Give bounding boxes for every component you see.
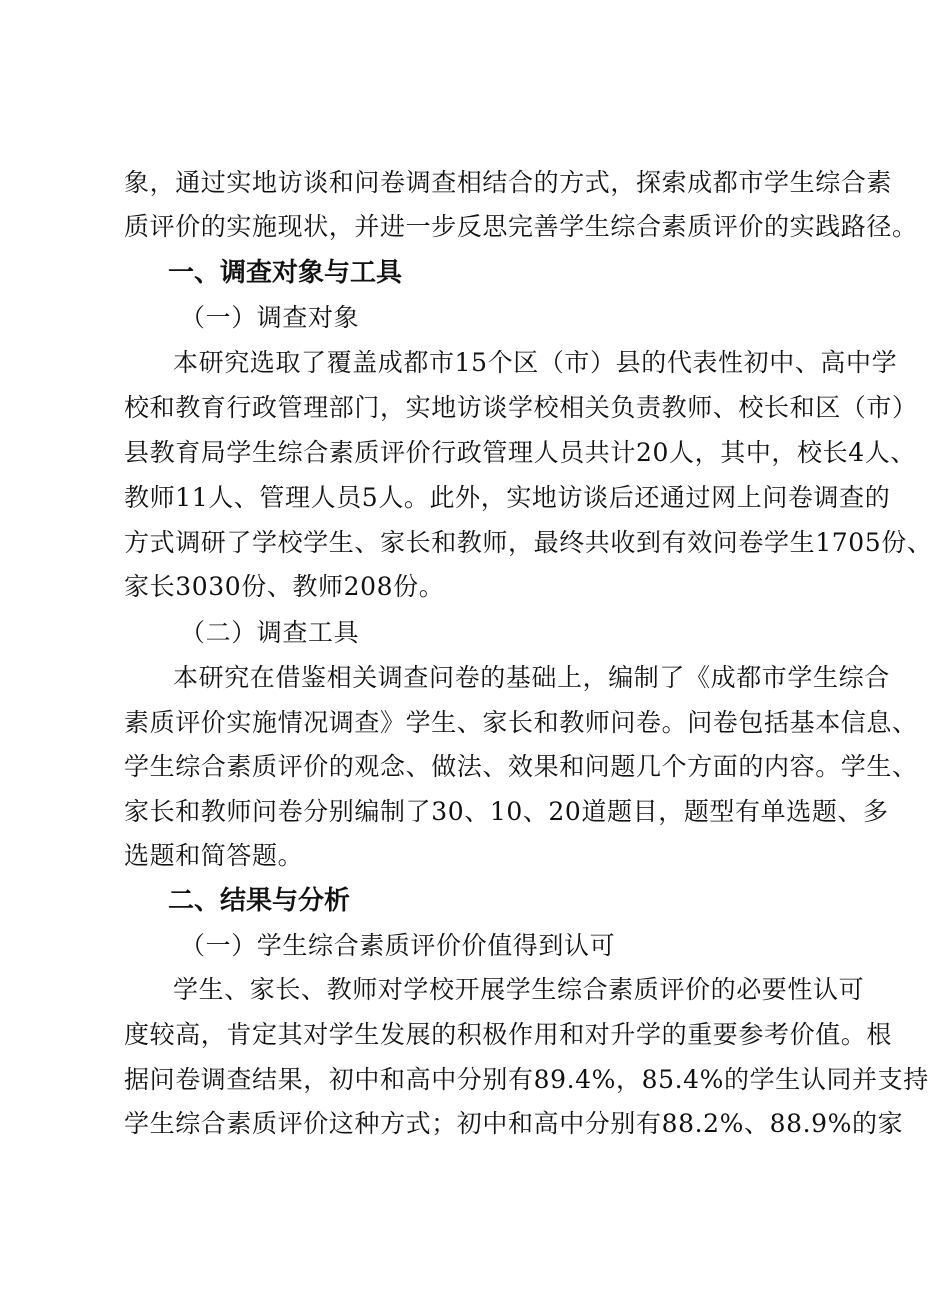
paragraph-line: 素质评价实施情况调查》学生、家长和教师问卷。问卷包括基本信息、 (124, 708, 918, 737)
paragraph-line: 本研究选取了覆盖成都市15个区（市）县的代表性初中、高中学 (173, 348, 898, 377)
paragraph-line: 度较高，肯定其对学生发展的积极作用和对升学的重要参考价值。根 (124, 1020, 893, 1049)
section-heading: 一、调查对象与工具 (168, 258, 403, 288)
paragraph-line: 家长和教师问卷分别编制了30、10、20道题目，题型有单选题、多 (124, 797, 889, 826)
paragraph-line: 据问卷调查结果，初中和高中分别有89.4%，85.4%的学生认同并支持 (124, 1065, 929, 1094)
paragraph-line: 县教育局学生综合素质评价行政管理人员共计20人，其中，校长4人、 (124, 438, 916, 467)
paragraph-line: 学生综合素质评价这种方式；初中和高中分别有88.2%、88.9%的家 (124, 1109, 904, 1138)
paragraph-line: 校和教育行政管理部门，实地访谈学校相关负责教师、校长和区（市） (124, 393, 918, 422)
paragraph-line: 学生综合素质评价的观念、做法、效果和问题几个方面的内容。学生、 (124, 752, 918, 781)
paragraph-line: 方式调研了学校学生、家长和教师，最终共收到有效问卷学生1705份、 (124, 528, 932, 557)
paragraph-line: 教师11人、管理人员5人。此外，实地访谈后还通过网上问卷调查的 (124, 483, 891, 512)
paragraph-line: 学生、家长、教师对学校开展学生综合素质评价的必要性认可 (173, 975, 865, 1004)
subsection-title: （一）学生综合素质评价价值得到认可 (180, 931, 616, 960)
paragraph-line: 选题和简答题。 (124, 841, 304, 870)
section-heading: 二、结果与分析 (168, 886, 351, 916)
paragraph-line: 质评价的实施现状，并进一步反思完善学生综合素质评价的实践路径。 (124, 212, 918, 241)
paragraph-line: 本研究在借鉴相关调查问卷的基础上，编制了《成都市学生综合 (173, 663, 890, 692)
subsection-title: （二）调查工具 (180, 618, 360, 647)
paragraph-line: 象，通过实地访谈和问卷调查相结合的方式，探索成都市学生综合素 (124, 168, 893, 197)
paragraph-line: 家长3030份、教师208份。 (124, 572, 445, 601)
subsection-title: （一）调查对象 (180, 303, 360, 332)
